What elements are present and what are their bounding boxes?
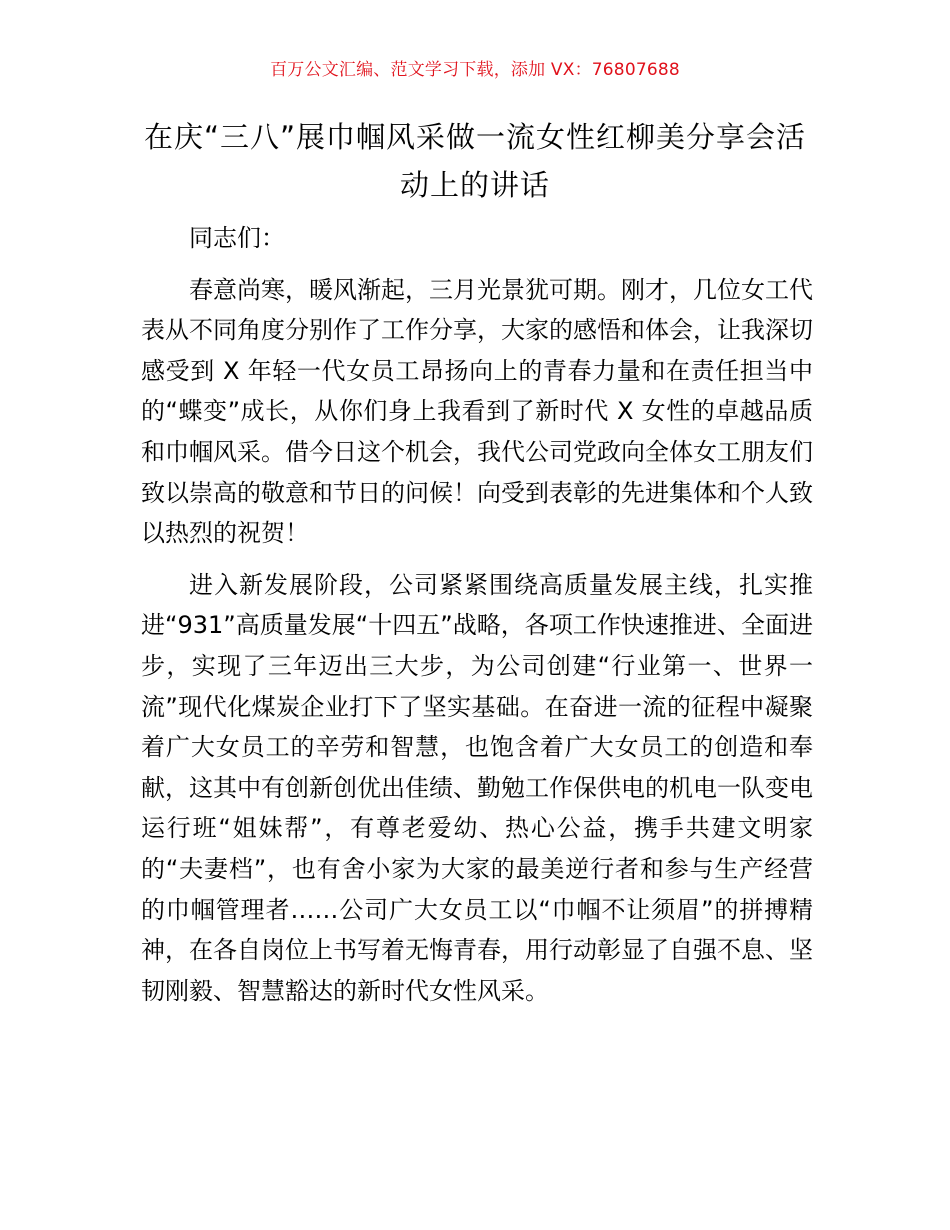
page-title: 在庆“三八”展巾帼风采做一流女性红柳美分享会活动上的讲话 [143, 120, 807, 202]
header-note: 百万公文汇编、范文学习下载，添加 VX：76807688 [270, 60, 680, 80]
paragraph-1: 春意尚寒，暖风渐起，三月光景犹可期。刚才，几位女工代表从不同角度分别作了工作分享，大家的感悟和体会，让我深切感受到 X 年轻一代女员工昂扬向上的青春力量和在责任担当中的“蝶变”成长，从你们身上我看到了新时代 X 女性的卓越品质和巾帼风采。借今日这个机会，我代公司党政向全体女工朋友们致以崇高的敬意和节日的问候！向受到表彰的先进集体和个人致以热烈的祝贺！ [141, 275, 813, 548]
document-body [141, 218, 813, 1011]
greeting: 同志们： [189, 224, 285, 252]
paragraph-2: 进入新发展阶段，公司紧紧围绕高质量发展主线，扎实推进“931”高质量发展“十四五”战略，各项工作快速推进、全面进步，实现了三年迈出三大步，为公司创建“行业第一、世界一流”现代化煤炭企业打下了坚实基础。在奋进一流的征程中凝聚着广大女员工的辛劳和智慧，也饱含着广大女员工的创造和奉献，这其中有创新创优出佳绩、勤勉工作保供电的机电一队变电运行班“姐妹帮”，有尊老爱幼、热心公益，携手共建文明家的“夫妻档”，也有舍小家为大家的最美逆行者和参与生产经营的巾帼管理者……公司广大女员工以“巾帼不让须眉”的拼搏精神，在各自岗位上书写着无悔青春，用行动彰显了自强不息、坚韧刚毅、智慧豁达的新时代女性风采。 [141, 570, 813, 1005]
